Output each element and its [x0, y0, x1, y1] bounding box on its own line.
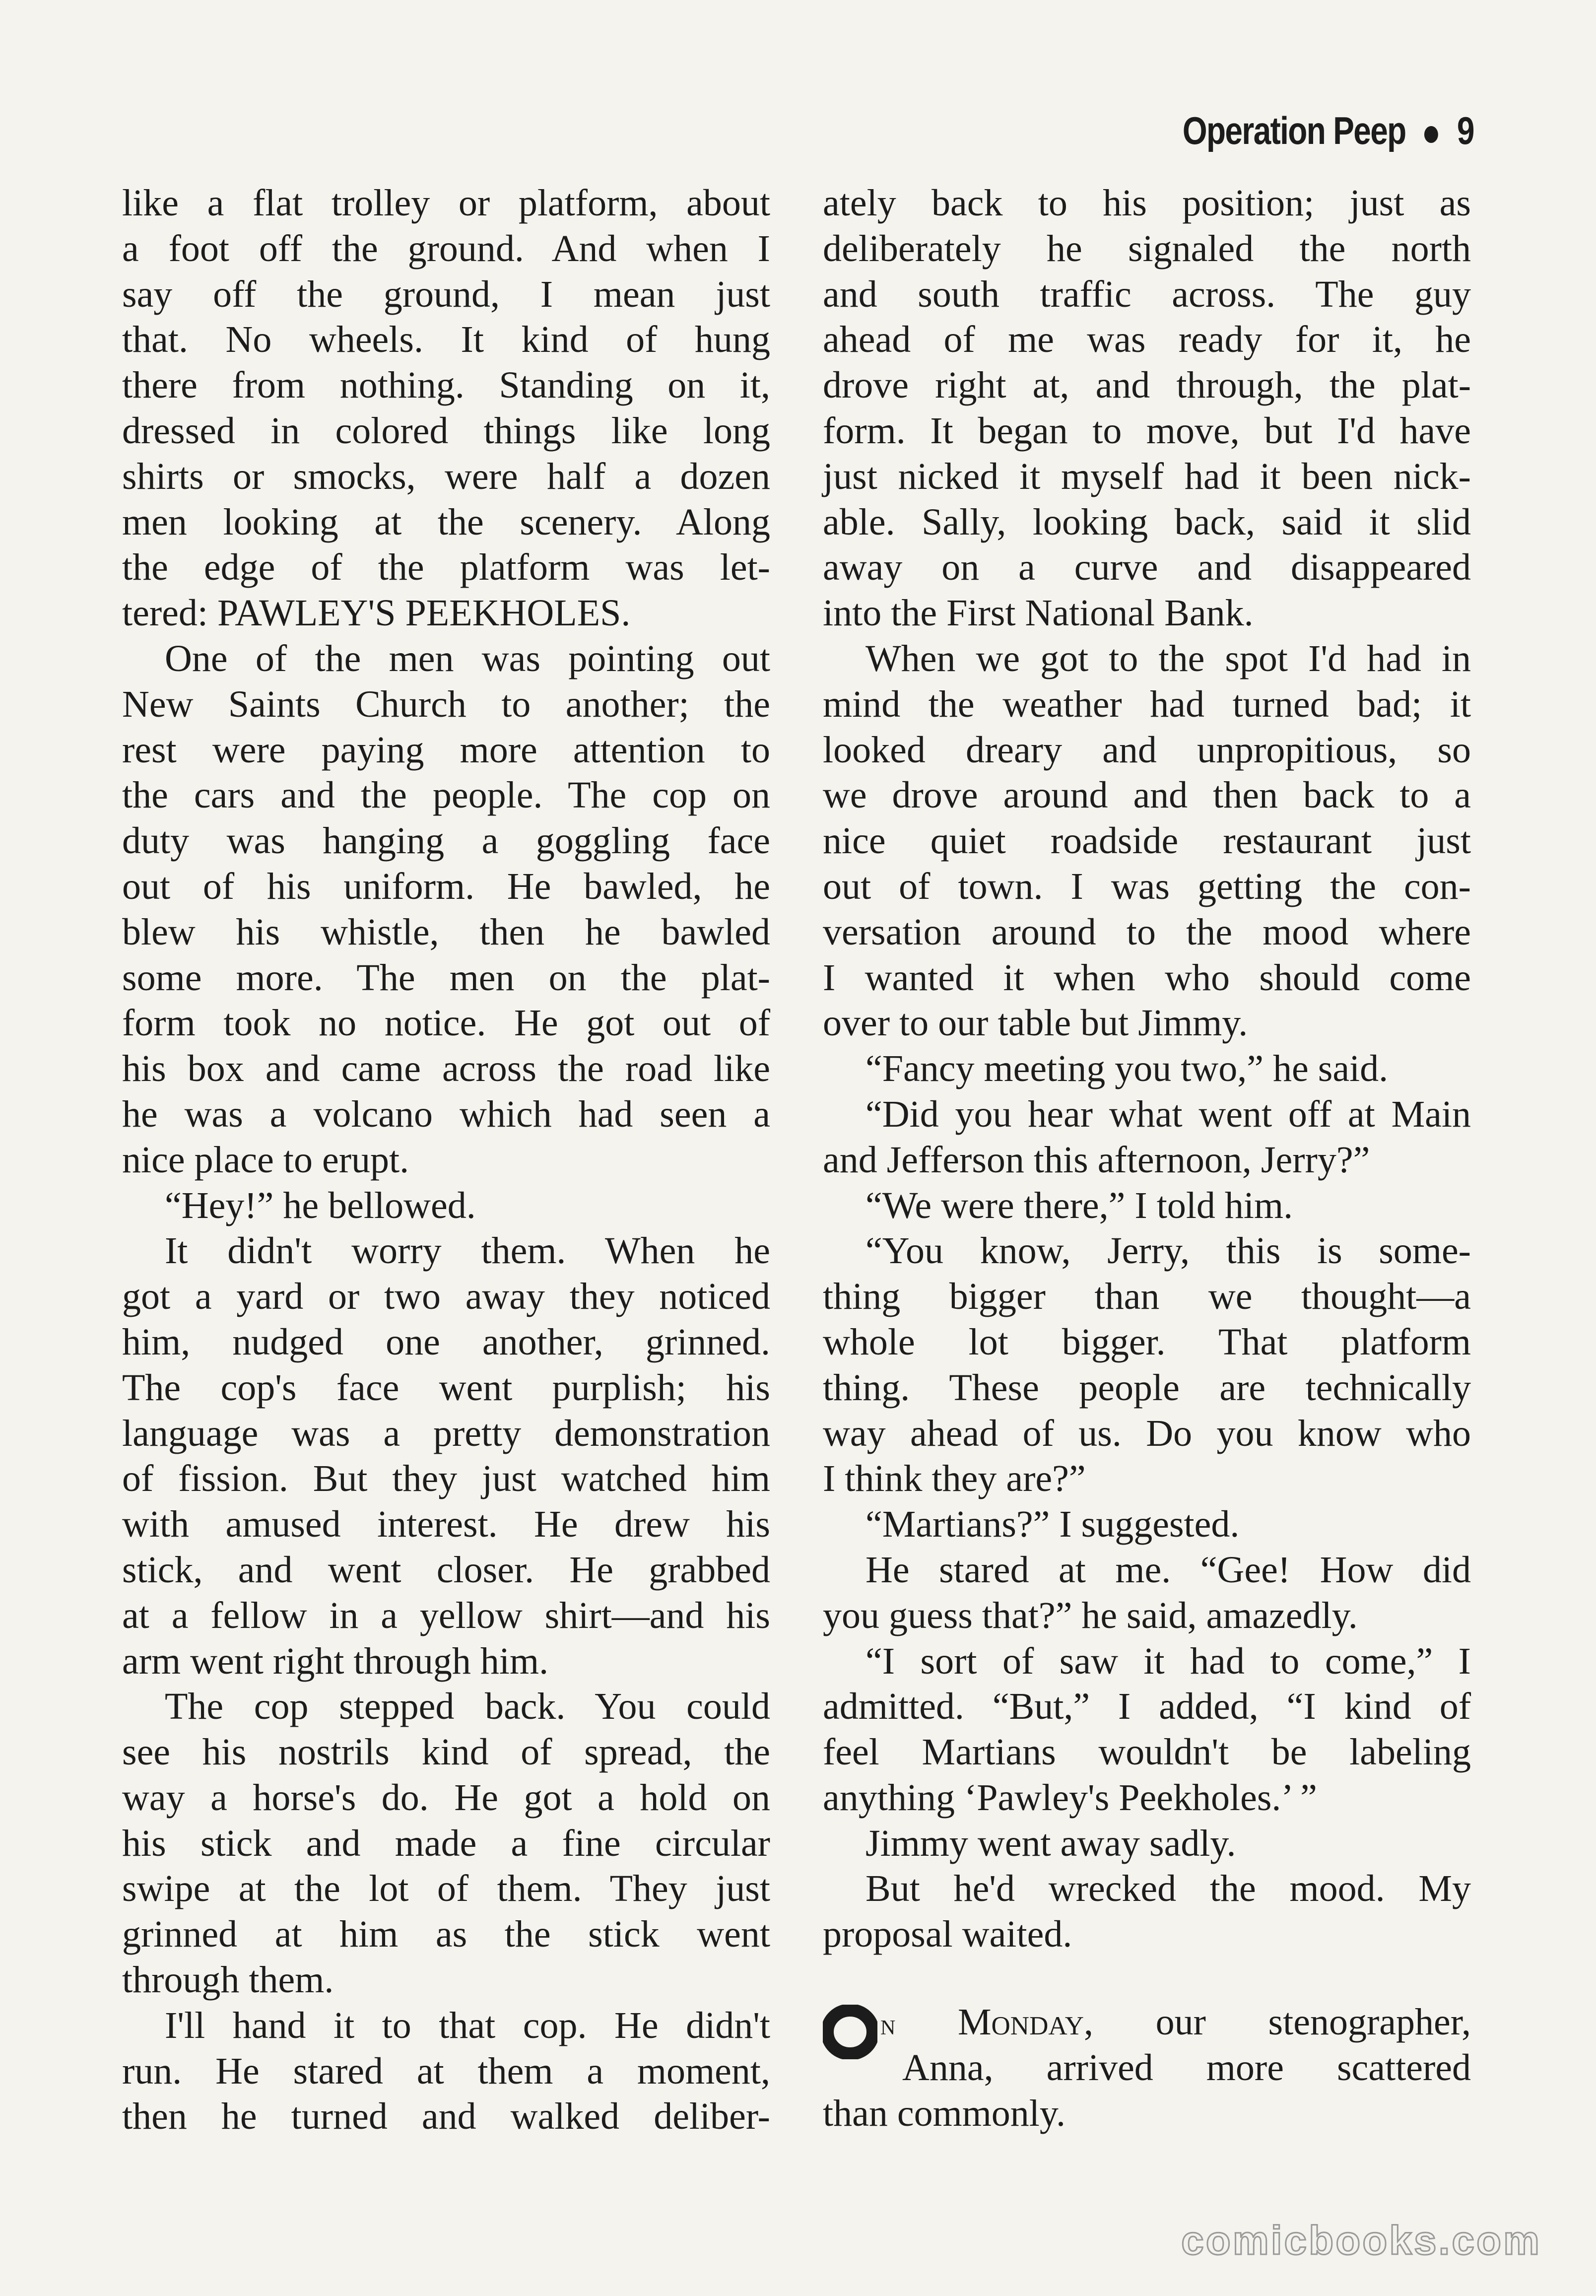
text-line: just nicked it myself had it been nick- [823, 455, 1471, 497]
text-line: his box and came across the road like [122, 1048, 770, 1090]
text-line: blew his whistle, then he bawled [122, 911, 770, 953]
text-line: anything ‘Pawley's Peekholes.’ ” [823, 1776, 1317, 1819]
text-line: some more. The men on the plat- [122, 956, 770, 999]
text-line: “I sort of saw it had to come,” I [865, 1640, 1471, 1682]
text-line: out of his uniform. He bawled, he [122, 865, 770, 907]
text-line: deliberately he signaled the north [823, 227, 1471, 270]
text-line: like a flat trolley or platform, about [122, 182, 770, 224]
text-line: thing. These people are technically [823, 1366, 1471, 1409]
text-line: arm went right through him. [122, 1640, 549, 1682]
text-line: say off the ground, I mean just [122, 273, 770, 315]
text-line: duty was hanging a goggling face [122, 820, 770, 862]
text-line: The cop stepped back. You could [165, 1686, 770, 1728]
text-line: feel Martians wouldn't be labeling [823, 1731, 1471, 1773]
text-line: nice place to erupt. [122, 1139, 409, 1181]
text-line: swipe at the lot of them. They just [122, 1868, 770, 1910]
text-line: through them. [122, 1959, 334, 2001]
text-line: then he turned and walked deliber- [122, 2095, 770, 2138]
text-line: form took no notice. He got out of [122, 1002, 770, 1044]
text-line: stick, and went closer. He grabbed [122, 1549, 770, 1591]
text-line: out of town. I was getting the con- [823, 865, 1471, 907]
text-line: dressed in colored things like long [122, 409, 770, 452]
text-line: whole lot bigger. That platform [823, 1321, 1471, 1363]
text-line: proposal waited. [823, 1913, 1072, 1956]
text-line: away on a curve and disappeared [823, 546, 1471, 589]
text-line: and south traffic across. The guy [823, 273, 1471, 315]
text-line: It didn't worry them. When he [165, 1230, 770, 1272]
text-line: able. Sally, looking back, said it slid [823, 501, 1471, 543]
text-line: “You know, Jerry, this is some- [865, 1230, 1471, 1272]
text-line: you guess that?” he said, amazedly. [823, 1594, 1358, 1636]
text-line: ahead of me was ready for it, he [823, 319, 1471, 361]
text-line: versation around to the mood where [823, 911, 1471, 953]
text-line: into the First National Bank. [823, 592, 1254, 634]
text-line: “Fancy meeting you two,” he said. [865, 1048, 1389, 1090]
text-line: there from nothing. Standing on it, [122, 364, 770, 406]
text-line: ately back to his position; just as [823, 182, 1471, 224]
text-line: The cop's face went purplish; his [122, 1366, 770, 1409]
text-line: of fission. But they just watched him [122, 1458, 770, 1500]
text-line: than commonly. [823, 2092, 1065, 2134]
right-column [823, 181, 1471, 2136]
drop-cap-tail: n [880, 2008, 896, 2041]
text-line: over to our table but Jimmy. [823, 1002, 1248, 1044]
text-line: run. He stared at them a moment, [122, 2050, 770, 2092]
text-line: He stared at me. “Gee! How did [865, 1549, 1471, 1591]
text-line: he was a volcano which had seen a [122, 1093, 770, 1135]
text-line: “Martians?” I suggested. [865, 1503, 1240, 1546]
text-line: mind the weather had turned bad; it [823, 683, 1471, 725]
text-line: men looking at the scenery. Along [122, 501, 770, 543]
text-line: way a horse's do. He got a hold on [122, 1776, 770, 1819]
text-line: a foot off the ground. And when I [122, 227, 770, 270]
text-line: “Hey!” he bellowed. [165, 1184, 476, 1226]
text-line: admitted. “But,” I added, “I kind of [823, 1686, 1471, 1728]
text-line: the edge of the platform was let- [122, 546, 770, 589]
text-line: I'll hand it to that cop. He didn't [165, 2004, 770, 2046]
text-line: with amused interest. He drew his [122, 1503, 770, 1546]
running-header [1183, 108, 1474, 153]
section-first-line [823, 2000, 1471, 2045]
text-line: When we got to the spot I'd had in [865, 637, 1471, 679]
watermark: comicbooks.com [1181, 2218, 1541, 2263]
text-line: New Saints Church to another; the [122, 683, 770, 725]
text-line: and Jefferson this afternoon, Jerry?” [823, 1139, 1370, 1181]
text-line: nice quiet roadside restaurant just [823, 820, 1471, 862]
page-number: 9 [1457, 109, 1474, 152]
left-column [122, 181, 770, 2140]
text-line: language was a pretty demonstration [122, 1412, 770, 1454]
header-bullet [1424, 126, 1438, 143]
text-line: “We were there,” I told him. [865, 1184, 1293, 1226]
text-line: tered: PAWLEY'S PEEKHOLES. [122, 592, 631, 634]
text-line: that. No wheels. It kind of hung [122, 319, 770, 361]
text-line: “Did you hear what went off at Main [865, 1093, 1471, 1135]
running-header-title: Operation Peep [1182, 109, 1406, 152]
text-line: we drove around and then back to a [823, 774, 1471, 816]
text-line: got a yard or two away they noticed [122, 1276, 770, 1318]
smallcaps-word: Monday, [957, 2001, 1094, 2043]
drop-cap [823, 2005, 877, 2059]
text-line: looked dreary and unpropitious, so [823, 729, 1471, 771]
text-line: shirts or smocks, were half a dozen [122, 455, 770, 497]
text-line: rest were paying more attention to [122, 729, 770, 771]
section-first-line-text: our stenographer, [1155, 2001, 1471, 2043]
text-line: I think they are?” [823, 1458, 1086, 1500]
text-line: Anna, arrived more scattered [902, 2046, 1471, 2089]
text-line: drove right at, and through, the plat- [823, 364, 1471, 406]
text-line: see his nostrils kind of spread, the [122, 1731, 770, 1773]
text-line: his stick and made a fine circular [122, 1822, 770, 1864]
text-line: One of the men was pointing out [165, 637, 770, 679]
text-line: way ahead of us. Do you know who [823, 1412, 1471, 1454]
text-line: him, nudged one another, grinned. [122, 1321, 770, 1363]
text-line: Jimmy went away sadly. [865, 1822, 1236, 1864]
text-line: thing bigger than we thought—a [823, 1276, 1471, 1318]
text-line: grinned at him as the stick went [122, 1913, 770, 1956]
text-line: form. It began to move, but I'd have [823, 409, 1471, 452]
text-line: at a fellow in a yellow shirt—and his [122, 1594, 770, 1636]
text-line: But he'd wrecked the mood. My [865, 1868, 1471, 1910]
text-line: I wanted it when who should come [823, 956, 1471, 999]
text-line: the cars and the people. The cop on [122, 774, 770, 816]
